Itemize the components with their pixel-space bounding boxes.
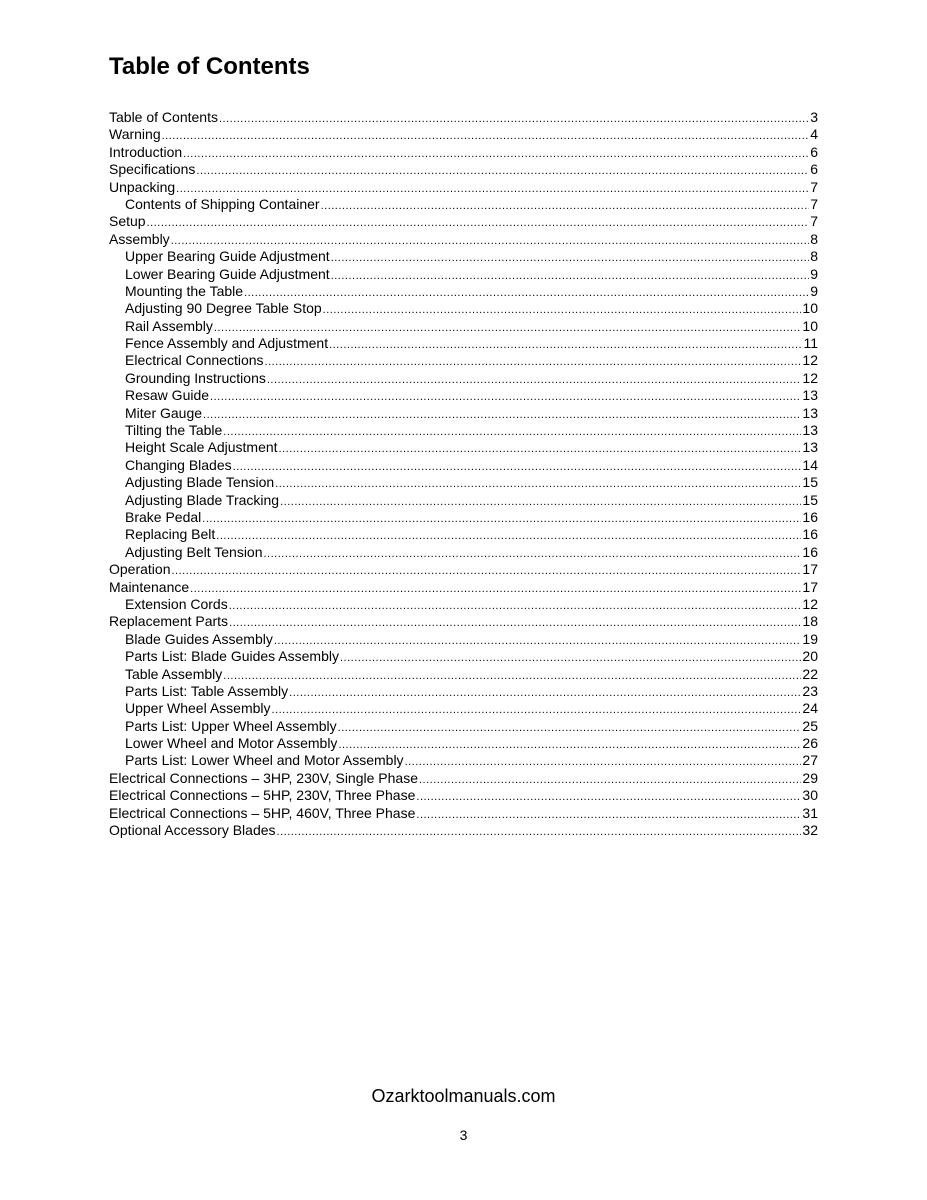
toc-entry-page: 8 <box>810 248 818 265</box>
toc-entry[interactable] <box>109 387 818 404</box>
toc-entry-page: 31 <box>802 804 818 821</box>
toc-entry[interactable] <box>109 509 818 526</box>
toc-entry-label: Warning <box>109 126 161 143</box>
toc-entry-page: 19 <box>802 630 818 647</box>
toc-entry-page: 16 <box>802 543 818 560</box>
toc-entry[interactable] <box>109 457 818 474</box>
dot-leader <box>323 302 802 319</box>
toc-entry-label: Mounting the Table <box>125 282 244 299</box>
dot-leader <box>272 702 802 719</box>
toc-entry[interactable] <box>109 561 818 578</box>
toc-entry-label: Maintenance <box>109 578 190 595</box>
toc-entry[interactable] <box>109 439 818 456</box>
toc-entry-label: Changing Blades <box>125 456 232 473</box>
toc-entry-page: 30 <box>802 787 818 804</box>
toc-entry[interactable] <box>109 144 818 161</box>
dot-leader <box>331 250 810 267</box>
dot-leader <box>277 824 802 841</box>
toc-entry-label: Parts List: Blade Guides Assembly <box>125 648 339 665</box>
toc-entry-label: Upper Bearing Guide Adjustment <box>125 248 330 265</box>
toc-entry-page: 12 <box>802 352 818 369</box>
toc-entry[interactable] <box>109 787 818 804</box>
dot-leader <box>321 198 810 215</box>
toc-entry-label: Brake Pedal <box>125 508 202 525</box>
toc-entry-label: Assembly <box>109 230 170 247</box>
toc-entry[interactable] <box>109 248 818 265</box>
toc-entry[interactable] <box>109 579 818 596</box>
dot-leader <box>162 128 810 145</box>
dot-leader <box>405 754 802 771</box>
toc-entry[interactable] <box>109 335 818 352</box>
toc-entry-label: Height Scale Adjustment <box>125 439 278 456</box>
toc-entry-label: Electrical Connections <box>125 352 264 369</box>
toc-entry-label: Table Assembly <box>125 665 223 682</box>
toc-entry-label: Specifications <box>109 161 196 178</box>
toc-entry[interactable] <box>109 631 818 648</box>
toc-entry-page: 10 <box>802 300 818 317</box>
toc-entry-page: 17 <box>802 578 818 595</box>
toc-entry-label: Parts List: Lower Wheel and Motor Assembly <box>125 752 404 769</box>
toc-entry[interactable] <box>109 700 818 717</box>
toc-entry-label: Adjusting Belt Tension <box>125 543 263 560</box>
toc-entry[interactable] <box>109 266 818 283</box>
toc-entry-label: Electrical Connections – 3HP, 230V, Single Phase <box>109 769 418 786</box>
toc-entry-page: 6 <box>810 161 818 178</box>
toc-entry-label: Parts List: Table Assembly <box>125 682 289 699</box>
toc-entry-page: 13 <box>802 387 818 404</box>
dot-leader <box>280 494 801 511</box>
toc-entry[interactable] <box>109 318 818 335</box>
table-of-contents <box>109 109 818 839</box>
dot-leader <box>210 389 801 406</box>
toc-entry[interactable] <box>109 544 818 561</box>
toc-entry[interactable] <box>109 683 818 700</box>
toc-entry-page: 25 <box>802 717 818 734</box>
toc-entry-page: 24 <box>802 700 818 717</box>
toc-entry-label: Miter Gauge <box>125 404 203 421</box>
dot-leader <box>233 459 802 476</box>
toc-entry-page: 20 <box>802 648 818 665</box>
toc-entry-label: Lower Bearing Guide Adjustment <box>125 265 330 282</box>
dot-leader <box>219 111 809 128</box>
toc-entry-page: 27 <box>802 752 818 769</box>
dot-leader <box>289 685 801 702</box>
page-number: 3 <box>459 1127 468 1143</box>
dot-leader <box>267 372 802 389</box>
toc-entry-label: Introduction <box>109 143 183 160</box>
dot-leader <box>223 668 801 685</box>
toc-entry-page: 4 <box>810 126 818 143</box>
toc-entry[interactable] <box>109 822 818 839</box>
dot-leader <box>340 650 801 667</box>
toc-entry[interactable] <box>109 161 818 178</box>
dot-leader <box>183 146 809 163</box>
toc-entry-label: Blade Guides Assembly <box>125 630 273 647</box>
toc-entry[interactable] <box>109 422 818 439</box>
toc-entry-label: Grounding Instructions <box>125 369 266 386</box>
toc-entry-label: Resaw Guide <box>125 387 210 404</box>
toc-entry-label: Contents of Shipping Container <box>125 195 320 212</box>
toc-entry[interactable] <box>109 370 818 387</box>
dot-leader <box>274 633 802 650</box>
toc-entry[interactable] <box>109 492 818 509</box>
toc-entry-page: 13 <box>802 422 818 439</box>
toc-entry[interactable] <box>109 648 818 665</box>
toc-entry-page: 15 <box>802 491 818 508</box>
toc-entry-page: 13 <box>802 439 818 456</box>
toc-entry-page: 8 <box>810 230 818 247</box>
toc-entry[interactable] <box>109 179 818 196</box>
toc-entry-page: 12 <box>802 369 818 386</box>
page-title: Table of Contents <box>109 53 310 80</box>
toc-entry-page: 9 <box>810 282 818 299</box>
dot-leader <box>338 720 802 737</box>
toc-entry-page: 16 <box>802 526 818 543</box>
dot-leader <box>229 598 802 615</box>
toc-entry[interactable] <box>109 213 818 230</box>
toc-entry-page: 12 <box>802 595 818 612</box>
toc-entry[interactable] <box>109 666 818 683</box>
toc-entry-page: 7 <box>810 213 818 230</box>
toc-entry[interactable] <box>109 300 818 317</box>
toc-entry-label: Electrical Connections – 5HP, 230V, Three Phase <box>109 787 416 804</box>
toc-entry[interactable] <box>109 196 818 213</box>
toc-entry-page: 17 <box>802 561 818 578</box>
dot-leader <box>329 337 802 354</box>
dot-leader <box>264 546 802 563</box>
toc-entry-label: Upper Wheel Assembly <box>125 700 271 717</box>
toc-entry[interactable] <box>109 283 818 300</box>
toc-entry-page: 15 <box>802 474 818 491</box>
toc-entry[interactable] <box>109 405 818 422</box>
toc-entry[interactable] <box>109 526 818 543</box>
toc-entry[interactable] <box>109 109 818 126</box>
toc-entry-page: 26 <box>802 735 818 752</box>
dot-leader <box>190 581 801 598</box>
dot-leader <box>216 528 801 545</box>
toc-entry-page: 3 <box>810 109 818 125</box>
toc-entry-label: Lower Wheel and Motor Assembly <box>125 735 338 752</box>
toc-entry-label: Adjusting Blade Tension <box>125 474 275 491</box>
toc-entry-label: Replacing Belt <box>125 526 216 543</box>
toc-entry-page: 23 <box>802 682 818 699</box>
toc-entry-page: 22 <box>802 665 818 682</box>
toc-entry-label: Electrical Connections – 5HP, 460V, Three Phase <box>109 804 416 821</box>
toc-entry[interactable] <box>109 352 818 369</box>
toc-entry-page: 18 <box>802 613 818 630</box>
toc-entry-label: Table of Contents <box>109 109 218 125</box>
toc-entry-page: 7 <box>810 178 818 195</box>
footer-website: Ozarktoolmanuals.com <box>371 1086 556 1106</box>
dot-leader <box>147 215 810 232</box>
dot-leader <box>416 807 801 824</box>
toc-entry[interactable] <box>109 805 818 822</box>
dot-leader <box>338 737 801 754</box>
toc-entry-label: Setup <box>109 213 146 230</box>
toc-entry-label: Optional Accessory Blades <box>109 822 276 839</box>
dot-leader <box>171 563 801 580</box>
toc-entry-label: Adjusting 90 Degree Table Stop <box>125 300 322 317</box>
toc-entry[interactable] <box>109 231 818 248</box>
toc-entry[interactable] <box>109 735 818 752</box>
dot-leader <box>275 476 801 493</box>
toc-entry-page: 6 <box>810 143 818 160</box>
dot-leader <box>244 285 809 302</box>
toc-entry-page: 13 <box>802 404 818 421</box>
toc-entry-label: Rail Assembly <box>125 317 213 334</box>
dot-leader <box>265 354 802 371</box>
dot-leader <box>203 407 801 424</box>
toc-entry-page: 7 <box>810 195 818 212</box>
dot-leader <box>229 615 801 632</box>
toc-entry-label: Parts List: Upper Wheel Assembly <box>125 717 337 734</box>
toc-entry[interactable] <box>109 126 818 143</box>
toc-entry[interactable] <box>109 596 818 613</box>
toc-entry-label: Operation <box>109 561 171 578</box>
dot-leader <box>202 511 801 528</box>
dot-leader <box>279 441 802 458</box>
toc-entry[interactable] <box>109 474 818 491</box>
toc-entry[interactable] <box>109 752 818 769</box>
toc-entry-page: 32 <box>802 822 818 839</box>
toc-entry-label: Fence Assembly and Adjustment <box>125 335 329 352</box>
toc-entry-page: 10 <box>802 317 818 334</box>
dot-leader <box>416 789 801 806</box>
toc-entry-label: Unpacking <box>109 178 176 195</box>
toc-entry-page: 11 <box>803 335 818 352</box>
toc-entry-label: Tilting the Table <box>125 422 223 439</box>
toc-entry[interactable] <box>109 613 818 630</box>
toc-entry-label: Extension Cords <box>125 595 228 612</box>
toc-entry-page: 16 <box>802 508 818 525</box>
toc-entry-label: Replacement Parts <box>109 613 229 630</box>
toc-entry-label: Adjusting Blade Tracking <box>125 491 280 508</box>
dot-leader <box>419 772 801 789</box>
dot-leader <box>331 268 810 285</box>
toc-entry-page: 9 <box>810 265 818 282</box>
toc-entry-page: 29 <box>802 769 818 786</box>
toc-entry[interactable] <box>109 770 818 787</box>
dot-leader <box>223 424 801 441</box>
toc-entry-page: 14 <box>802 456 818 473</box>
toc-entry[interactable] <box>109 718 818 735</box>
dot-leader <box>196 163 809 180</box>
